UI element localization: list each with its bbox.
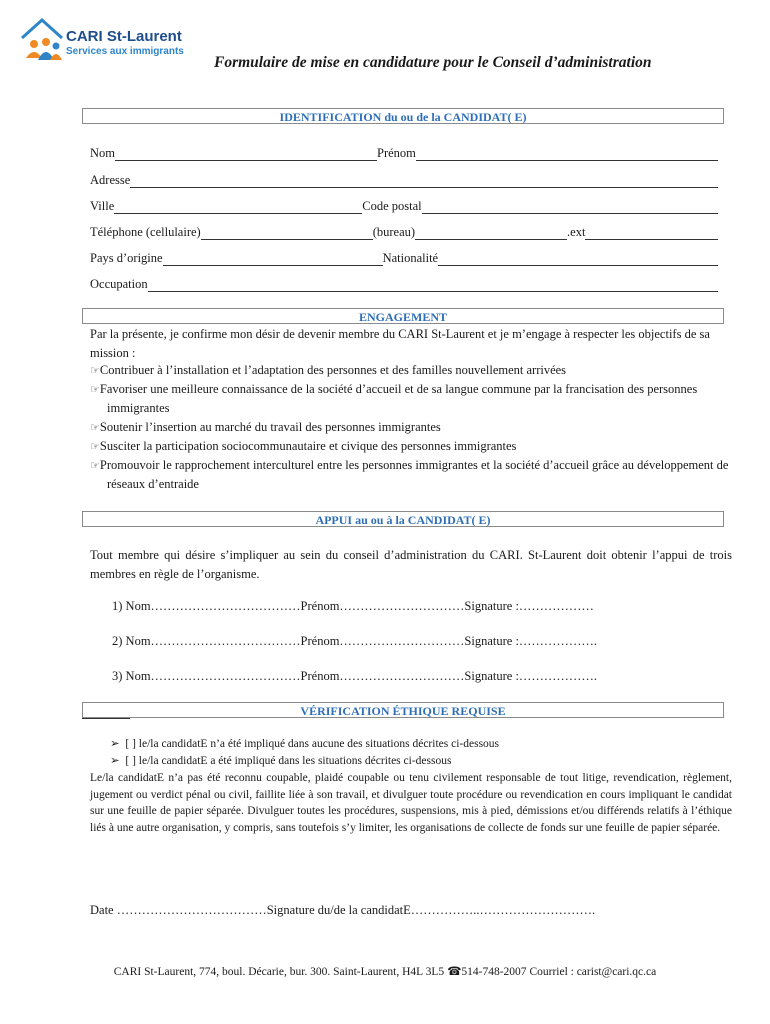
- footer-phone: 514-748-2007: [461, 966, 527, 978]
- pointing-hand-icon: ☞: [90, 383, 100, 396]
- telephone-field[interactable]: [201, 226, 373, 240]
- occupation-field[interactable]: [148, 278, 718, 292]
- nom-field[interactable]: [115, 147, 377, 161]
- footer-address: CARI St-Laurent, 774, boul. Décarie, bur. 300. Saint-Laurent, H4L 3L5: [113, 966, 448, 978]
- supporter-row-1[interactable]: 1) Nom………………………………Prénom…………………………Signature :………………: [112, 599, 594, 613]
- adresse-label: Adresse: [90, 173, 131, 187]
- verification-text: Le/la candidatE n’a pas été reconnu coupable, plaidé coupable ou tenu civilement responsable de tout litige, revendication, règlement, jugement ou verdict pénal ou civil, faillite liée à son travail, et divulguer toute procédure ou revendication en cours impliquant le candidat sur une feuille de papier séparée. Divulguer toutes les procédures, suspensions, mis à pied, démissions et/ou différends relatifs à l’éthique liés à une autre organisation, y compris, sans toutefois s’y limiter, les organisations de collecte de fonds sur une feuille de papier séparée.: [90, 772, 732, 834]
- nom-label: Nom: [90, 146, 115, 160]
- supporter-row-3[interactable]: 3) Nom………………………………Prénom…………………………Signature :……………….: [112, 669, 598, 683]
- address-row: [90, 170, 718, 188]
- ville-label: Ville: [90, 199, 115, 213]
- occupation-label: Occupation: [90, 277, 148, 291]
- footer: [0, 964, 770, 978]
- origin-row: [90, 248, 718, 266]
- list-item: ☞Favoriser une meilleure connaissance de la société d’accueil et de sa langue commune par la francisation des personnes immigrantes: [90, 382, 698, 415]
- pointing-hand-icon: ☞: [90, 364, 100, 377]
- house-people-icon: [18, 14, 66, 66]
- list-item: ☞Susciter la participation sociocommunautaire et civique des personnes immigrantes: [90, 439, 517, 453]
- supporter-row-2[interactable]: 2) Nom………………………………Prénom…………………………Signature :……………….: [112, 634, 598, 648]
- phone-row: [90, 222, 718, 240]
- telephone-label: Téléphone (cellulaire): [90, 225, 201, 239]
- pointing-hand-icon: ☞: [90, 459, 100, 472]
- appui-heading: APPUI au ou à la CANDIDAT( E): [82, 511, 724, 527]
- list-item: ☞Promouvoir le rapprochement interculturel entre les personnes immigrantes et la société d’accueil grâce au développement de réseaux d’entraide: [90, 458, 729, 491]
- engagement-intro: Par la présente, je confirme mon désir de devenir membre du CARI St-Laurent et je m’engage à respecter les objectifs de sa mission :: [90, 327, 710, 360]
- divider: [82, 718, 130, 719]
- occupation-row: [90, 274, 718, 292]
- document-title: Formulaire de mise en candidature pour le Conseil d’administration: [214, 54, 652, 71]
- ext-field[interactable]: [585, 226, 718, 240]
- verification-heading: VÉRIFICATION ÉTHIQUE REQUISE: [82, 702, 724, 718]
- verification-option-2[interactable]: ➢ [ ] le/la candidatE a été impliqué dans les situations décrites ci-dessous: [110, 755, 452, 767]
- footer-email: Courriel : carist@cari.qc.ca: [526, 966, 657, 978]
- arrow-icon: ➢: [110, 738, 126, 750]
- nationalite-field[interactable]: [438, 252, 718, 266]
- list-item: ☞Soutenir l’insertion au marché du travail des personnes immigrantes: [90, 420, 441, 434]
- logo-tagline: Services aux immigrants: [66, 46, 184, 57]
- code-postal-label: Code postal: [362, 199, 422, 213]
- city-row: [90, 196, 718, 214]
- bureau-field[interactable]: [415, 226, 567, 240]
- arrow-icon: ➢: [110, 755, 126, 767]
- ext-label: .ext: [567, 225, 586, 239]
- bureau-label: (bureau): [372, 225, 416, 239]
- prenom-label: Prénom: [377, 146, 416, 160]
- nationalite-label: Nationalité: [382, 251, 439, 265]
- identification-heading: IDENTIFICATION du ou de la CANDIDAT( E): [82, 108, 724, 124]
- prenom-field[interactable]: [416, 147, 718, 161]
- engagement-heading: ENGAGEMENT: [82, 308, 724, 324]
- appui-intro: Tout membre qui désire s’impliquer au sein du conseil d’administration du CARI. St-Laurent doit obtenir l’appui de trois membres en règle de l’organisme.: [90, 548, 732, 581]
- engagement-list: [90, 361, 732, 494]
- pays-field[interactable]: [163, 252, 383, 266]
- date-signature-line[interactable]: Date ………………………………Signature du/de la candidatE……………..……………………….: [90, 903, 596, 917]
- list-item: ☞Contribuer à l’installation et l’adaptation des personnes et des familles nouvellement arrivées: [90, 363, 567, 377]
- code-postal-field[interactable]: [422, 200, 718, 214]
- pointing-hand-icon: ☞: [90, 440, 100, 453]
- ville-field[interactable]: [114, 200, 362, 214]
- phone-icon: ☎: [447, 964, 462, 978]
- pointing-hand-icon: ☞: [90, 421, 100, 434]
- name-row: [90, 143, 718, 161]
- adresse-field[interactable]: [130, 174, 718, 188]
- pays-label: Pays d’origine: [90, 251, 163, 265]
- logo-title: CARI St-Laurent: [66, 28, 182, 45]
- verification-option-1[interactable]: ➢ [ ] le/la candidatE n’a été impliqué dans aucune des situations décrites ci-dessous: [110, 738, 500, 750]
